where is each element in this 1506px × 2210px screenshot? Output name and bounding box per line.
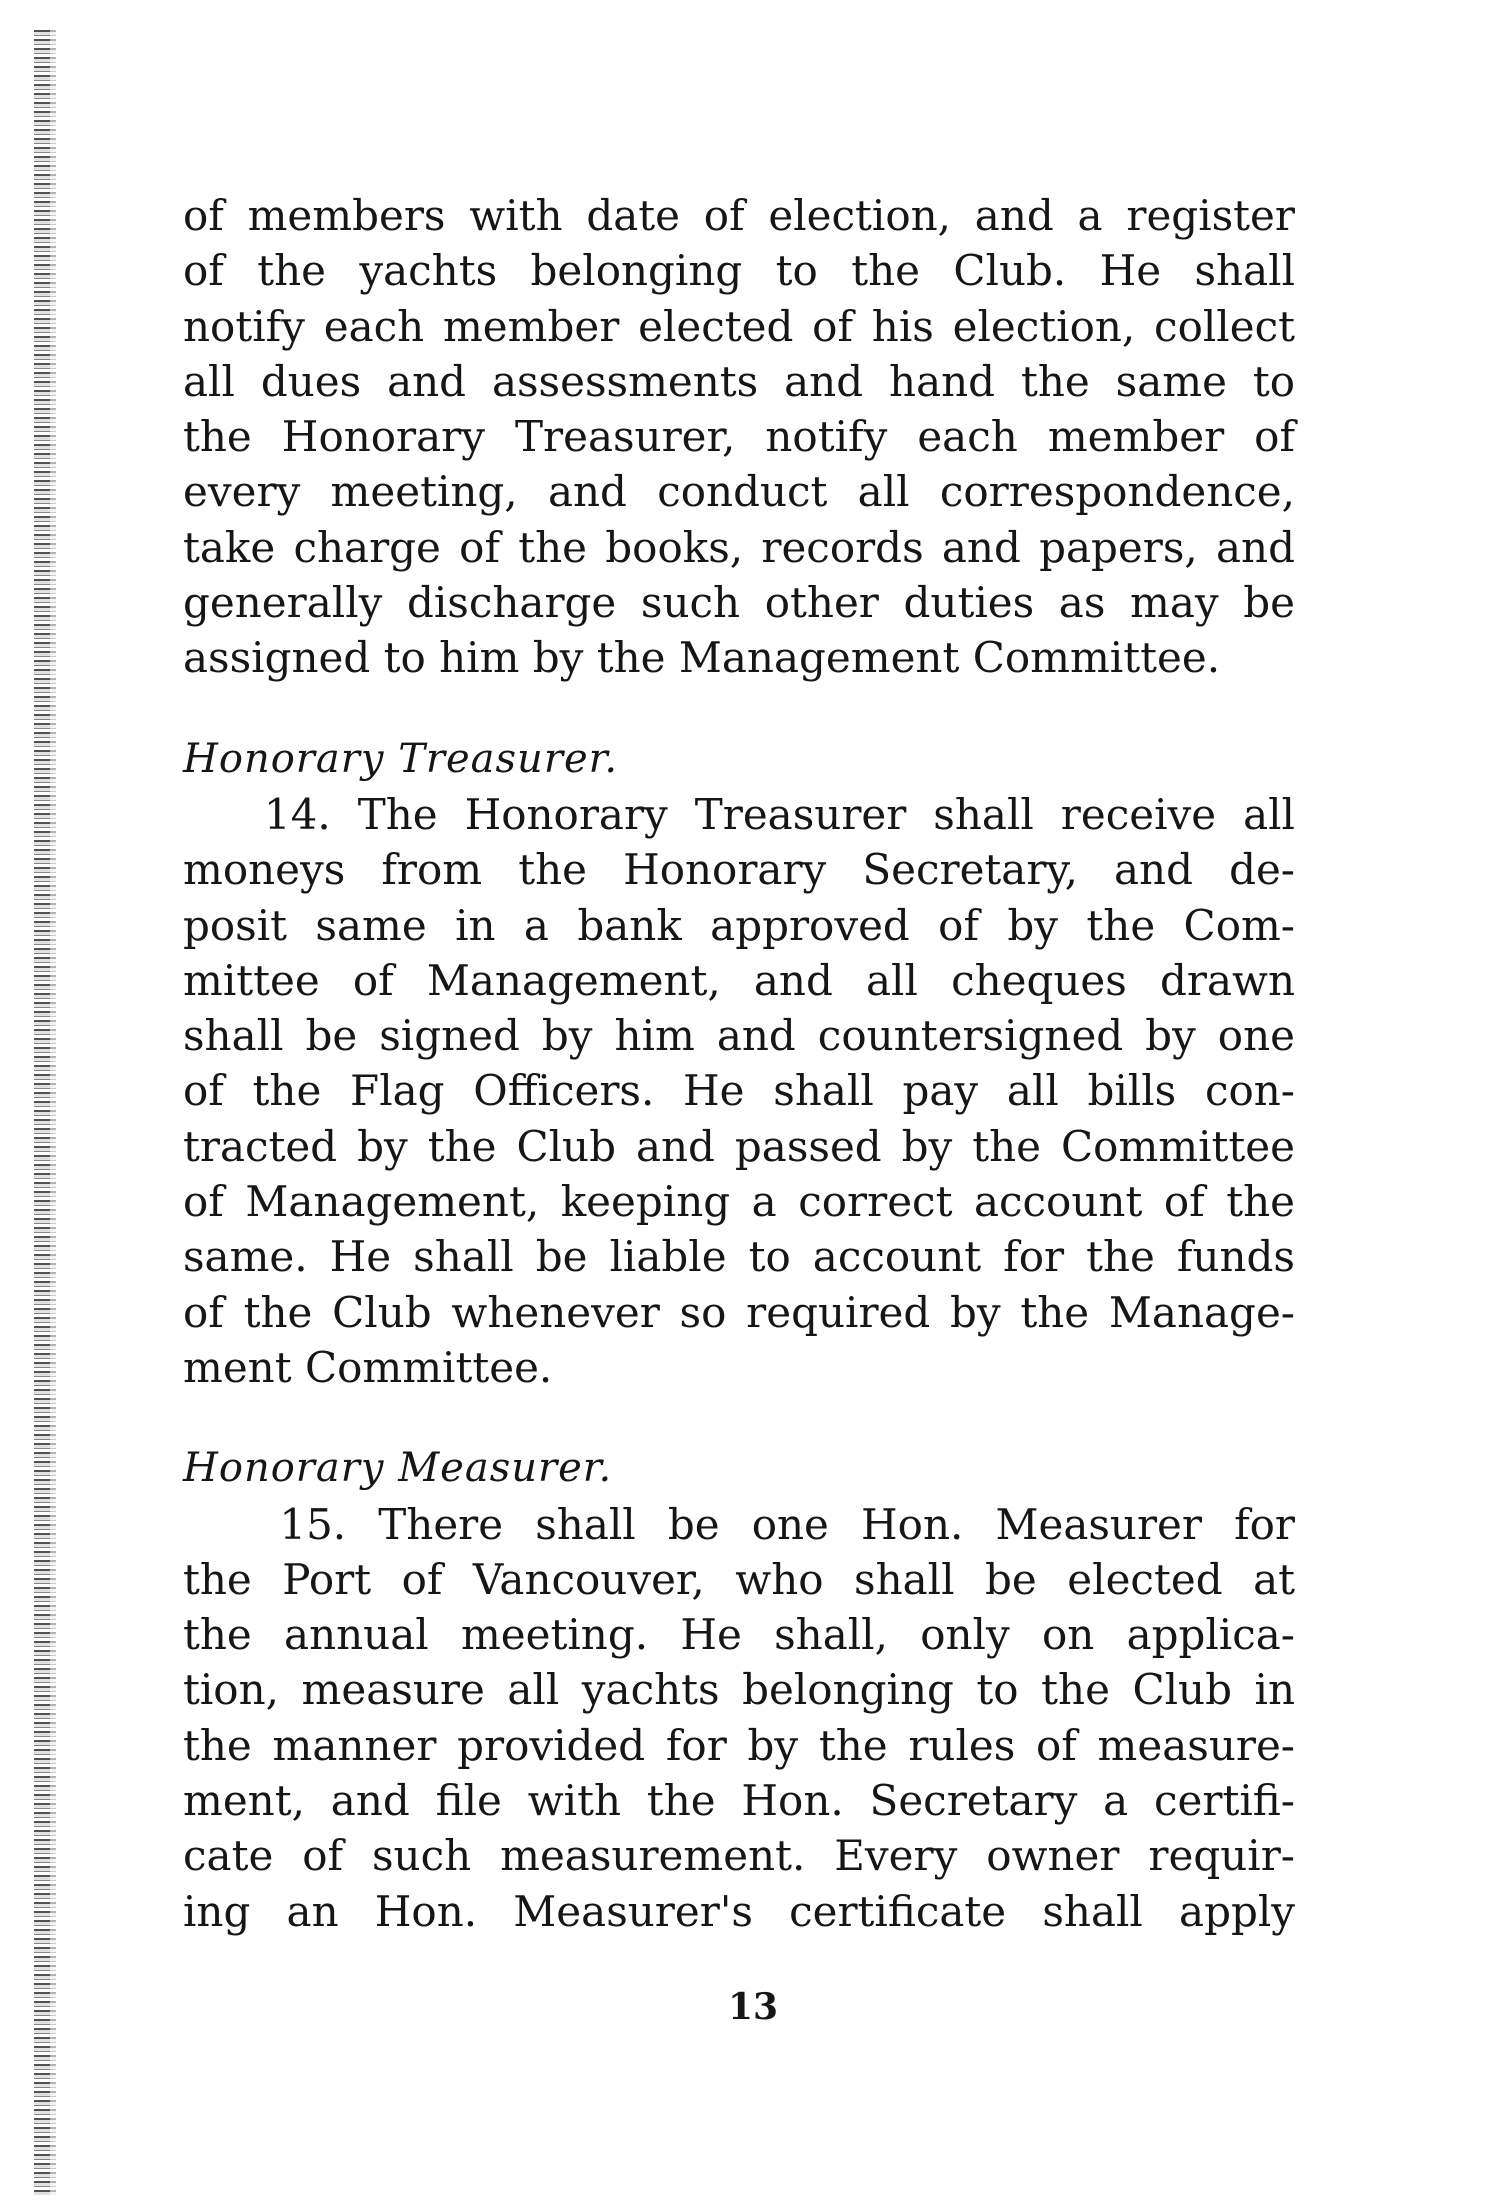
text-line: all dues and assessments and hand the same to: [183, 356, 1295, 406]
text-line: cate of such measurement. Every owner requir-: [183, 1831, 1295, 1881]
text-line: mittee of Management, and all cheques drawn: [183, 955, 1295, 1005]
text-line: posit same in a bank approved of by the Com-: [183, 900, 1295, 950]
text-line: 15. There shall be one Hon. Measurer for: [183, 1499, 1295, 1549]
page-number: 13: [727, 1986, 779, 2028]
text-line: take charge of the books, records and papers, and: [183, 522, 1295, 572]
page-binding-edge: [34, 30, 50, 2195]
page-content: [183, 188, 1295, 1939]
text-line: assigned to him by the Management Committee.: [183, 633, 1221, 683]
page-binding-shadow: [50, 30, 56, 2195]
text-line: of the Flag Officers. He shall pay all bills con-: [183, 1066, 1295, 1116]
text-line: shall be signed by him and countersigned by one: [183, 1011, 1295, 1061]
text-line: ment Committee.: [183, 1342, 553, 1392]
text-line: of members with date of election, and a register: [183, 191, 1295, 240]
heading-honorary-treasurer: Honorary Treasurer.: [183, 735, 619, 782]
paragraph-secretary-duties: [183, 188, 1295, 686]
text-line: ment, and file with the Hon. Secretary a certifi-: [183, 1776, 1295, 1826]
section-gap: [183, 686, 1295, 732]
heading-honorary-measurer: Honorary Measurer.: [183, 1445, 613, 1492]
text-line: moneys from the Honorary Secretary, and de-: [183, 845, 1295, 895]
text-line: the Honorary Treasurer, notify each member of: [183, 412, 1295, 462]
text-line: tion, measure all yachts belonging to the Club in: [183, 1665, 1295, 1715]
text-line: ing an Hon. Measurer's certificate shall apply: [183, 1886, 1295, 1936]
text-line: of the Club whenever so required by the Manage-: [183, 1287, 1295, 1337]
text-line: every meeting, and conduct all correspondence,: [183, 467, 1295, 517]
text-line: same. He shall be liable to account for the funds: [183, 1232, 1295, 1282]
text-line: generally discharge such other duties as may be: [183, 578, 1295, 628]
text-line: the Port of Vancouver, who shall be elected at: [183, 1554, 1295, 1604]
text-line: of Management, keeping a correct account of the: [183, 1177, 1295, 1227]
text-line: the manner provided for by the rules of measure-: [183, 1720, 1295, 1770]
section-honorary-treasurer: [183, 732, 1295, 1396]
paragraph-measurer-duties: [183, 1497, 1295, 1939]
paragraph-treasurer-duties: [183, 787, 1295, 1395]
section-gap: [183, 1395, 1295, 1441]
text-line: 14. The Honorary Treasurer shall receive all: [183, 789, 1295, 839]
text-line: tracted by the Club and passed by the Committee: [183, 1121, 1295, 1171]
text-line: notify each member elected of his election, collect: [183, 301, 1295, 351]
text-line: the annual meeting. He shall, only on applica-: [183, 1610, 1295, 1660]
text-line: of the yachts belonging to the Club. He shall: [183, 246, 1295, 296]
section-honorary-measurer: [183, 1441, 1295, 1939]
section-secretary-duties-continued: [183, 188, 1295, 686]
